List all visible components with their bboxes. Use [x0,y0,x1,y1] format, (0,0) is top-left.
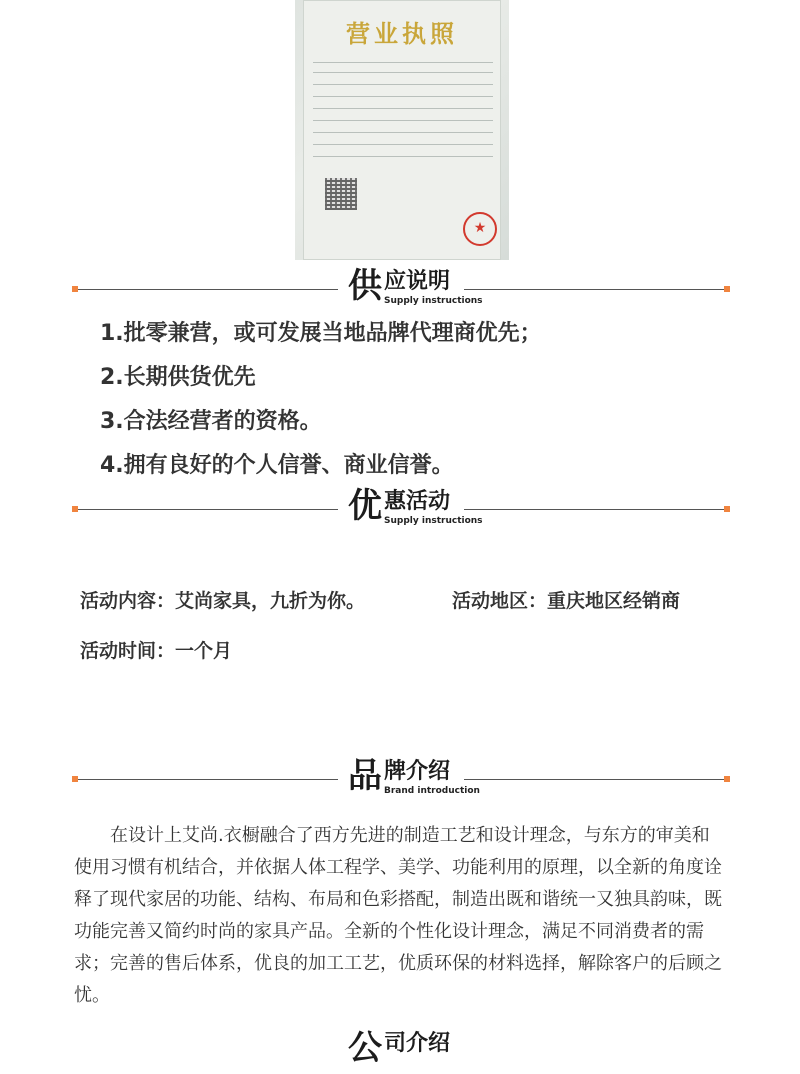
divider-line [464,779,728,780]
divider-line [464,289,728,290]
list-item: 1.批零兼营，或可发展当地品牌代理商优先； [100,321,542,346]
divider-line [74,509,338,510]
promo-time: 活动时间：一个月 [80,640,233,662]
license-rule [313,96,493,97]
promo-content: 活动内容：艾尚家具，九折为你。 [80,590,366,612]
section-header-brand [72,758,730,802]
brand-introduction [74,820,724,1012]
section-title: 应说明 [384,269,451,294]
section-title-big-char: 品 [348,756,382,796]
divider-line [464,509,728,510]
section-subtitle: Brand introduction [384,786,480,796]
list-item: 3.合法经营者的资格。 [100,409,322,434]
business-license-image [295,0,509,260]
section-title-big-char: 公 [348,1028,382,1068]
license-paper [303,0,501,260]
section-title-big-char: 优 [348,486,382,526]
section-title: 司介绍 [384,1031,451,1056]
divider-dot [724,506,730,512]
section-subtitle: Supply instructions [384,296,483,306]
divider-line [74,289,338,290]
license-rule [313,144,493,145]
official-seal-icon [463,212,497,246]
divider-dot [72,506,78,512]
list-item: 4.拥有良好的个人信誉、商业信誉。 [100,453,454,478]
divider-dot [724,776,730,782]
license-rule [313,120,493,121]
divider-line [74,779,338,780]
section-title: 牌介绍 [384,759,451,784]
license-rule [313,84,493,85]
seal-star-icon: ★ [473,220,487,236]
list-item: 2.长期供货优先 [100,365,256,390]
divider-dot [724,286,730,292]
divider-dot [72,286,78,292]
section-header-supply [72,268,730,312]
supply-list [100,312,542,488]
section-subtitle: Supply instructions [384,516,483,526]
license-rule [313,72,493,73]
license-rule [313,132,493,133]
section-title-big-char: 供 [348,266,382,306]
license-rule [313,156,493,157]
promo-region: 活动地区：重庆地区经销商 [452,590,681,612]
section-header-promo [72,488,730,532]
license-title: 营业执照 [346,19,458,48]
brand-paragraph: 在设计上艾尚.衣橱融合了西方先进的制造工艺和设计理念，与东方的审美和使用习惯有机结合，并依据人体工程学、美学、功能利用的原理，以全新的角度诠释了现代家居的功能、结构、布局和色彩搭配，制造出既和谐统一又独具韵味，既功能完善又简约时尚的家具产品。全新的个性化设计理念，满足不同消费者的需求；完善的售后体系，优良的加工工艺，优质环保的材料选择，解除客户的后顾之忧。 [74,825,722,1006]
license-rule [313,62,493,63]
section-title: 惠活动 [384,489,451,514]
qr-code-icon [325,178,357,210]
license-rule [313,108,493,109]
section-header-company [72,1030,730,1074]
divider-dot [72,776,78,782]
